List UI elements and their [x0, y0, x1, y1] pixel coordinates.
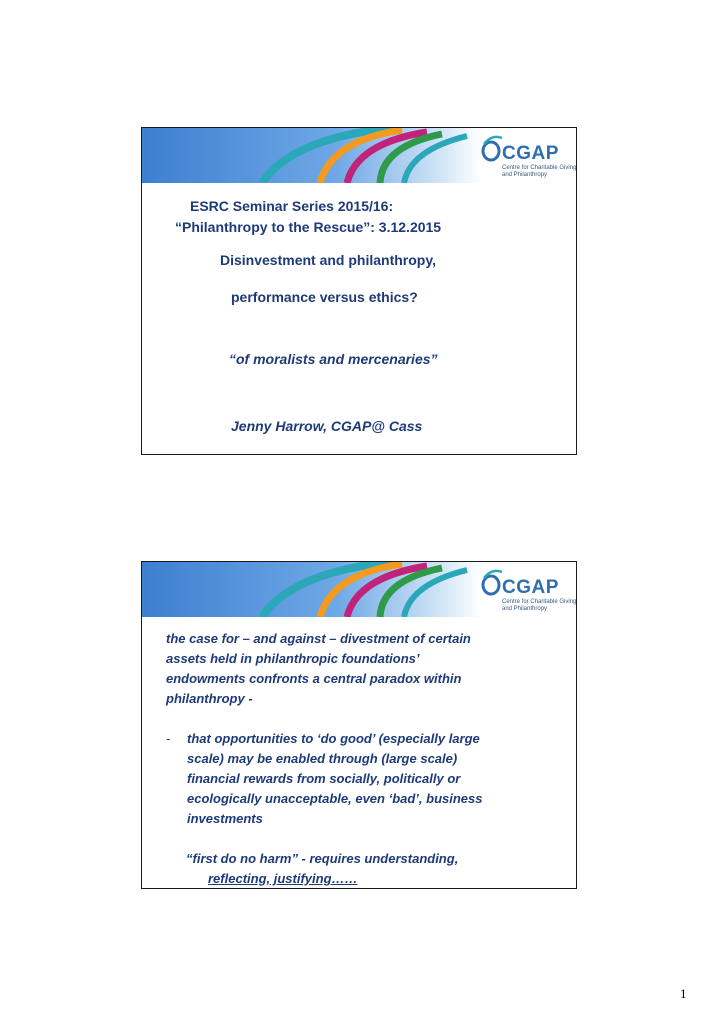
intro-line: assets held in philanthropic foundations’: [166, 651, 420, 666]
talk-tagline: “of moralists and mercenaries”: [229, 351, 438, 367]
slide-2: [141, 561, 577, 889]
talk-title-line2: performance versus ethics?: [231, 289, 418, 305]
intro-paragraph: [166, 629, 566, 709]
logo-wordmark: CGAP: [502, 143, 559, 164]
cgap-logo: [480, 132, 577, 184]
bullet-dash: -: [166, 731, 171, 746]
page-number: 1: [680, 986, 687, 1001]
logo-subtitle-line1: Centre for Charitable Giving: [502, 599, 577, 605]
logo-subtitle-line1: Centre for Charitable Giving: [502, 165, 577, 171]
bullet-line: financial rewards from socially, politically or: [187, 771, 461, 786]
bullet-item: [166, 729, 566, 829]
quote-line-1: “first do no harm” - requires understanding,: [186, 851, 459, 866]
cgap-logo: [480, 566, 577, 618]
bullet-line: investments: [187, 811, 263, 826]
slide-body: [166, 629, 566, 889]
logo-subtitle-line2: and Philanthropy: [502, 606, 548, 612]
seminar-subtitle-date: “Philanthropy to the Rescue”: 3.12.2015: [175, 219, 442, 235]
bullet-line: ecologically unacceptable, even ‘bad’, business: [187, 791, 483, 806]
bullet-line: scale) may be enabled through (large scale): [187, 751, 458, 766]
talk-title-line1: Disinvestment and philanthropy,: [220, 252, 436, 268]
intro-line: philanthropy -: [166, 691, 253, 706]
slide-1: [141, 127, 577, 455]
cgap-ring-icon: [480, 568, 504, 598]
cgap-ring-icon: [480, 134, 504, 164]
bullet-line: that opportunities to ‘do good’ (especially large: [187, 731, 480, 746]
author-line: Jenny Harrow, CGAP@ Cass: [231, 418, 423, 434]
seminar-series-title: ESRC Seminar Series 2015/16:: [190, 198, 394, 214]
intro-line: the case for – and against – divestment of certain: [166, 631, 471, 646]
intro-line: endowments confronts a central paradox within: [166, 671, 462, 686]
logo-subtitle-line2: and Philanthropy: [502, 172, 548, 178]
quote-line-2: reflecting, justifying……: [208, 871, 358, 886]
logo-wordmark: CGAP: [502, 577, 559, 598]
